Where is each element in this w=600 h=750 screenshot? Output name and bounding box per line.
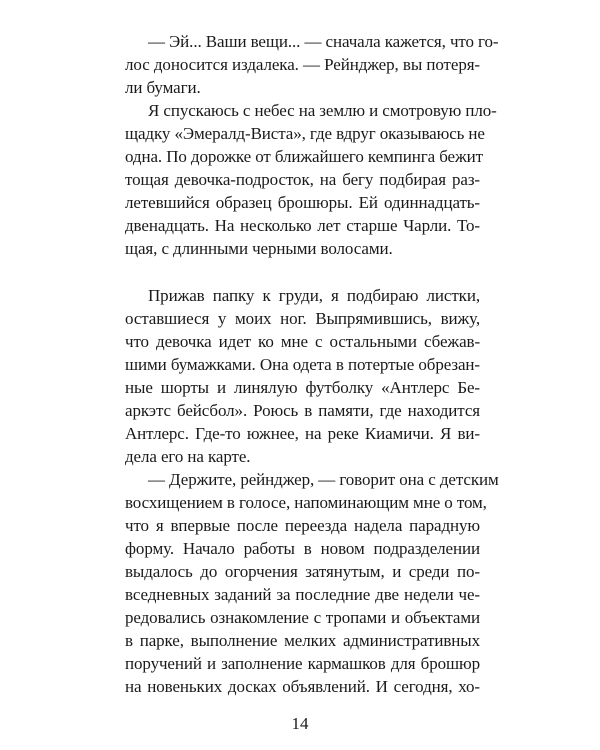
text-line: на новеньких досках объявлений. И сегодня, хо- (125, 677, 480, 696)
text-line: выдалось до огорчения затянутым, и среди по- (125, 562, 480, 581)
text-line: лос доносится издалека. — Рейнджер, вы потеря- (125, 55, 480, 74)
text-line: одна. По дорожке от ближайшего кемпинга бежит (125, 147, 483, 166)
text-line: тощая девочка-подросток, на бегу подбирая раз- (125, 170, 480, 189)
text-line: ные шорты и линялую футболку «Антлерс Бе- (125, 378, 480, 397)
text-line: двенадцать. На несколько лет старше Чарли. То- (125, 216, 480, 235)
text-line: щадку «Эмералд-Виста», где вдруг оказываюсь не (125, 124, 485, 143)
page-number: 14 (291, 714, 309, 733)
text-line: — Эй... Ваши вещи... — сначала кажется, что го- (148, 32, 499, 51)
text-line: что я впервые после переезда надела парадную (125, 516, 480, 535)
text-line: шими бумажками. Она одета в потертые обрезан- (125, 355, 480, 374)
text-line: Прижав папку к груди, я подбираю листки, (148, 286, 480, 305)
text-line: форму. Начало работы в новом подразделении (125, 539, 480, 558)
text-line: аркэтс бейсбол». Роюсь в памяти, где находится (125, 401, 480, 420)
text-line: — Держите, рейнджер, — говорит она с детским (148, 470, 499, 489)
text-line: ли бумаги. (125, 78, 201, 97)
text-line: дела его на карте. (125, 447, 251, 466)
text-line: в парке, выполнение мелких административных (125, 631, 480, 650)
text-line: поручений и заполнение кармашков для брошюр (125, 654, 480, 673)
text-line: оставшиеся у моих ног. Выпрямившись, вижу, (125, 309, 480, 328)
text-line: щая, с длинными черными волосами. (125, 239, 393, 258)
text-line: Я спускаюсь с небес на землю и смотрову‍ю пло- (148, 101, 497, 120)
text-line: редовались ознакомление с тропами и объектами (125, 608, 480, 627)
text-line: Антлерс. Где-то южнее, на реке Киамичи. Я ви- (125, 424, 480, 443)
text-line: летевшийся образец брошюры. Ей одиннадцать- (125, 193, 480, 212)
text-line: восхищением в голосе, напоминающим мне о том, (125, 493, 487, 512)
text-line: вседневных заданий за последние две недели че- (125, 585, 480, 604)
text-line: что девочка идет ко мне с остальными сбежав- (125, 332, 480, 351)
